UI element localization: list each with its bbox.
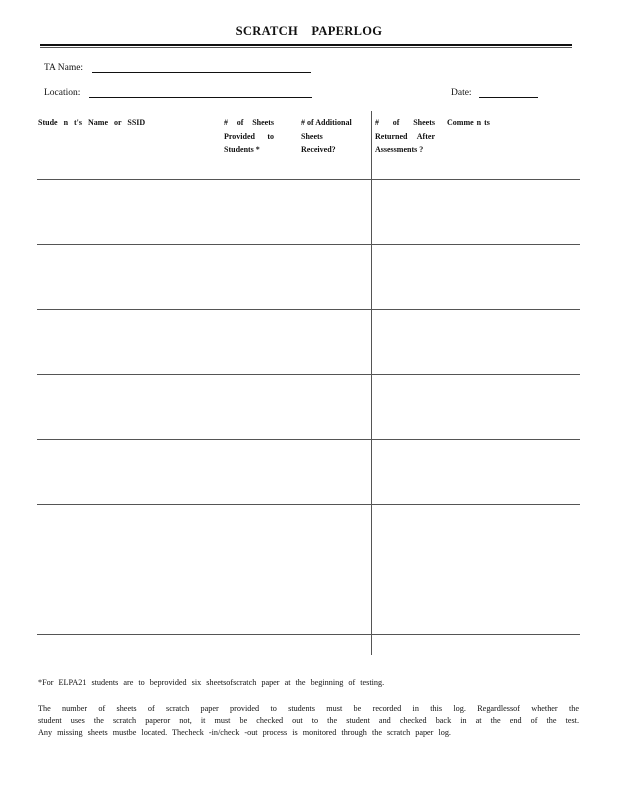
table-row (37, 504, 580, 505)
table-row (37, 244, 580, 245)
table-row (37, 634, 580, 635)
header-additional-sheets: # of Additional Sheets Received? (301, 118, 352, 154)
title-rule (40, 44, 572, 46)
header-student-name: Stude n t's Name or SSID (38, 118, 146, 127)
instructions-line-3: Any missing sheets mustbe located. Thecheck -in/check -out process is monitored through the scratch paper log. (38, 728, 451, 737)
date-label: Date: (451, 88, 472, 98)
table-row (37, 374, 580, 375)
title-rule-secondary (40, 47, 572, 48)
column-divider (371, 111, 372, 655)
instructions-line-2: student uses the scratch paperor not, it must be checked out to the student and checked back in at the end of the test. (38, 716, 579, 725)
instructions-line-1: The number of sheets of scratch paper provided to students must be recorded in this log. Regardlessof whether the (38, 704, 579, 713)
header-comments: Comme n ts (447, 118, 490, 127)
table-row (37, 439, 580, 440)
ta-name-label: TA Name: (44, 63, 84, 73)
page-title: SCRATCH PAPERLOG (235, 24, 383, 38)
header-sheets-provided: # of Sheets Provided to Students * (224, 118, 274, 154)
table-row (37, 179, 580, 180)
table-row (37, 309, 580, 310)
ta-name-field[interactable] (92, 72, 311, 73)
footnote: *For ELPA21 students are to beprovided six sheetsofscratch paper at the beginning of testing. (38, 678, 385, 687)
location-field[interactable] (89, 97, 312, 98)
location-label: Location: (44, 88, 81, 98)
header-sheets-returned: # of Sheets Returned After Assessments ? (375, 118, 435, 154)
date-field[interactable] (479, 97, 538, 98)
